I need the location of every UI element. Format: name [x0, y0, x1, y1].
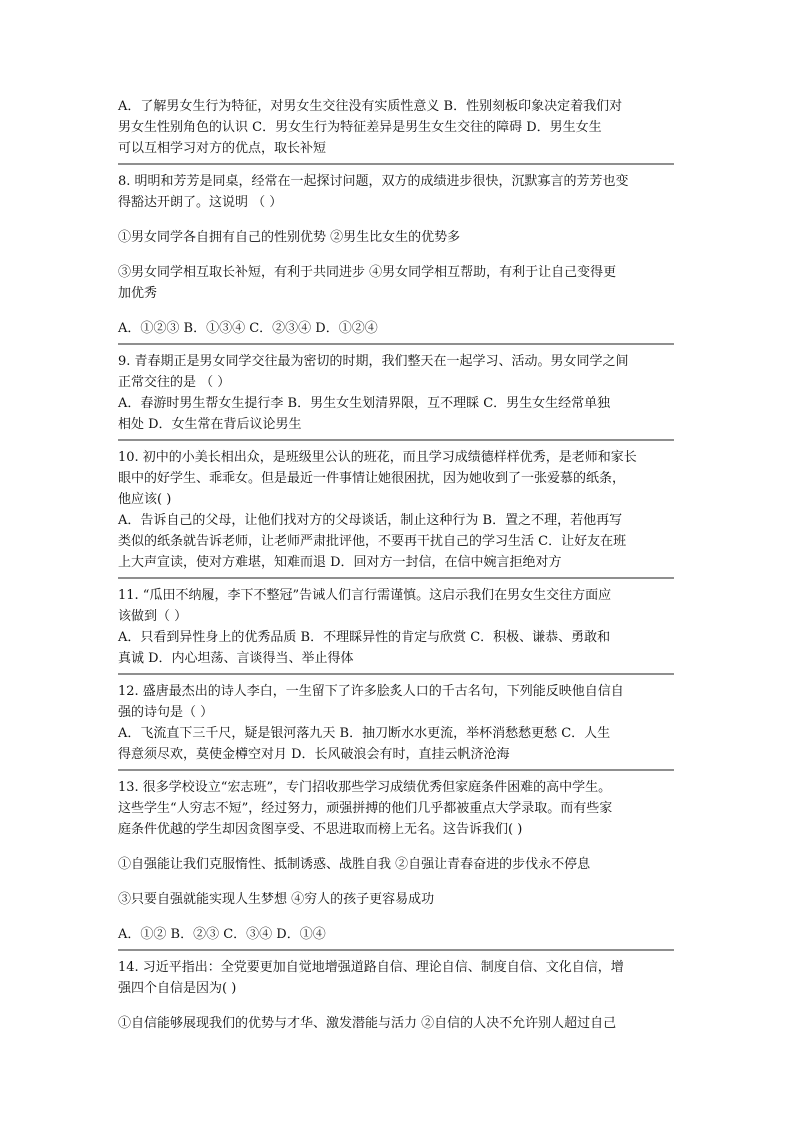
question-8 [118, 171, 674, 339]
divider [118, 769, 674, 771]
answer-options: 上大声宣读，使对方难堪，知难而退 D．回对方一封信，在信中婉言拒绝对方 [118, 555, 562, 570]
question-14 [118, 957, 674, 1034]
statement-line: ③男女同学相互取长补短，有利于共同进步 ④男女同学相互帮助，有利于让自己变得更 [118, 265, 617, 280]
answer-options: 真诚 D．内心坦荡、言谈得当、举止得体 [118, 651, 354, 666]
text-line: 男女生性别角色的认识 C．男女生行为特征差异是男生女生交往的障碍 D．男生女生 [118, 120, 602, 135]
question-stem: 该做到（ ） [118, 609, 188, 624]
text-line: A．了解男女生行为特征，对男女生交往没有实质性意义 B．性别刻板印象决定着我们对 [118, 99, 623, 114]
question-stem: 他应该( ) [118, 492, 172, 507]
question-13 [118, 777, 674, 945]
text-line: 可以互相学习对方的优点，取长补短 [118, 141, 327, 156]
answer-options: A．飞流直下三千尺，疑是银河落九天 B．抽刀断水水更流，举杯消愁愁更愁 C．人生 [118, 726, 611, 741]
question-11 [118, 585, 674, 669]
divider [118, 163, 674, 165]
divider [118, 673, 674, 675]
statement-line: ①男女同学各自拥有自己的性别优势 ②男生比女生的优势多 [118, 230, 461, 245]
divider [118, 577, 674, 579]
answer-options: 得意须尽欢，莫使金樽空对月 D．长风破浪会有时，直挂云帆济沧海 [118, 747, 510, 762]
question-stem: 14. 习近平指出：全党要更加自觉地增强道路自信、理论自信、制度自信、文化自信，增 [118, 960, 624, 975]
question-stem: 8. 明明和芳芳是同桌，经常在一起探讨问题，双方的成绩进步很快，沉默寡言的芳芳也变 [118, 174, 629, 189]
question-stem: 13. 很多学校设立“宏志班”，专门招收那些学习成绩优秀但家庭条件困难的高中学生。 [118, 780, 612, 795]
question-stem: 强四个自信是因为( ) [118, 981, 237, 996]
question-stem: 10. 初中的小美长相出众，是班级里公认的班花，而且学习成绩德样样优秀，是老师和家长 [118, 450, 637, 465]
answer-options: 类似的纸条就告诉老师，让老师严肃批评他，不要再干扰自己的学习生活 C．让好友在班 [118, 534, 627, 549]
answer-options: A．告诉自己的父母，让他们找对方的父母谈话，制止这种行为 B．置之不理，若他再写 [118, 513, 623, 528]
divider [118, 343, 674, 345]
statement-line: ①自强能让我们克服惰性、抵制诱惑、战胜自我 ②自强让青春奋进的步伐永不停息 [118, 857, 591, 872]
question-12 [118, 681, 674, 765]
statement-line: ①自信能够展现我们的优势与才华、激发潜能与活力 ②自信的人决不允许别人超过自己 [118, 1016, 617, 1031]
question-stem: 正常交往的是 （ ） [118, 375, 231, 390]
question-9 [118, 351, 674, 435]
question-stem: 眼中的好学生、乖乖女。但是最近一件事情让她很困扰，因为她收到了一张爱慕的纸条， [118, 471, 626, 486]
question-stem: 这些学生“人穷志不短”，经过努力，顽强拼搏的他们几乎都被重点大学录取。而有些家 [118, 801, 613, 816]
statement-line: ③只要自强就能实现人生梦想 ④穷人的孩子更容易成功 [118, 892, 435, 907]
question-stem: 强的诗句是（ ） [118, 705, 214, 720]
question-stem: 12. 盛唐最杰出的诗人李白，一生留下了许多脍炙人口的千古名句，下列能反映他自信自 [118, 684, 624, 699]
answer-options: A．①② B．②③ C．③④ D．①④ [118, 927, 326, 942]
question-stem: 庭条件优越的学生却因贪图享受、不思进取而榜上无名。这告诉我们( ) [118, 822, 523, 837]
statement-line: 加优秀 [118, 286, 158, 301]
answer-options: A．只看到异性身上的优秀品质 B．不理睬异性的肯定与欣赏 C．积极、谦恭、勇敢和 [118, 630, 611, 645]
exam-page [118, 96, 674, 1034]
divider [118, 439, 674, 441]
answer-options: 相处 D．女生常在背后议论男生 [118, 417, 302, 432]
question-7-options [118, 96, 674, 159]
answer-options: A．春游时男生帮女生提行李 B．男生女生划清界限，互不理睬 C．男生女生经常单独 [118, 396, 611, 411]
question-10 [118, 447, 674, 573]
divider [118, 949, 674, 951]
question-stem: 11. “瓜田不纳履，李下不整冠”告诫人们言行需谨慎。这启示我们在男女生交往方面应 [118, 588, 612, 603]
question-stem: 9. 青春期正是男女同学交往最为密切的时期，我们整天在一起学习、活动。男女同学之间 [118, 354, 629, 369]
answer-options: A．①②③ B．①③④ C．②③④ D．①②④ [118, 321, 378, 336]
question-stem: 得豁达开朗了。这说明 （ ） [118, 195, 283, 210]
